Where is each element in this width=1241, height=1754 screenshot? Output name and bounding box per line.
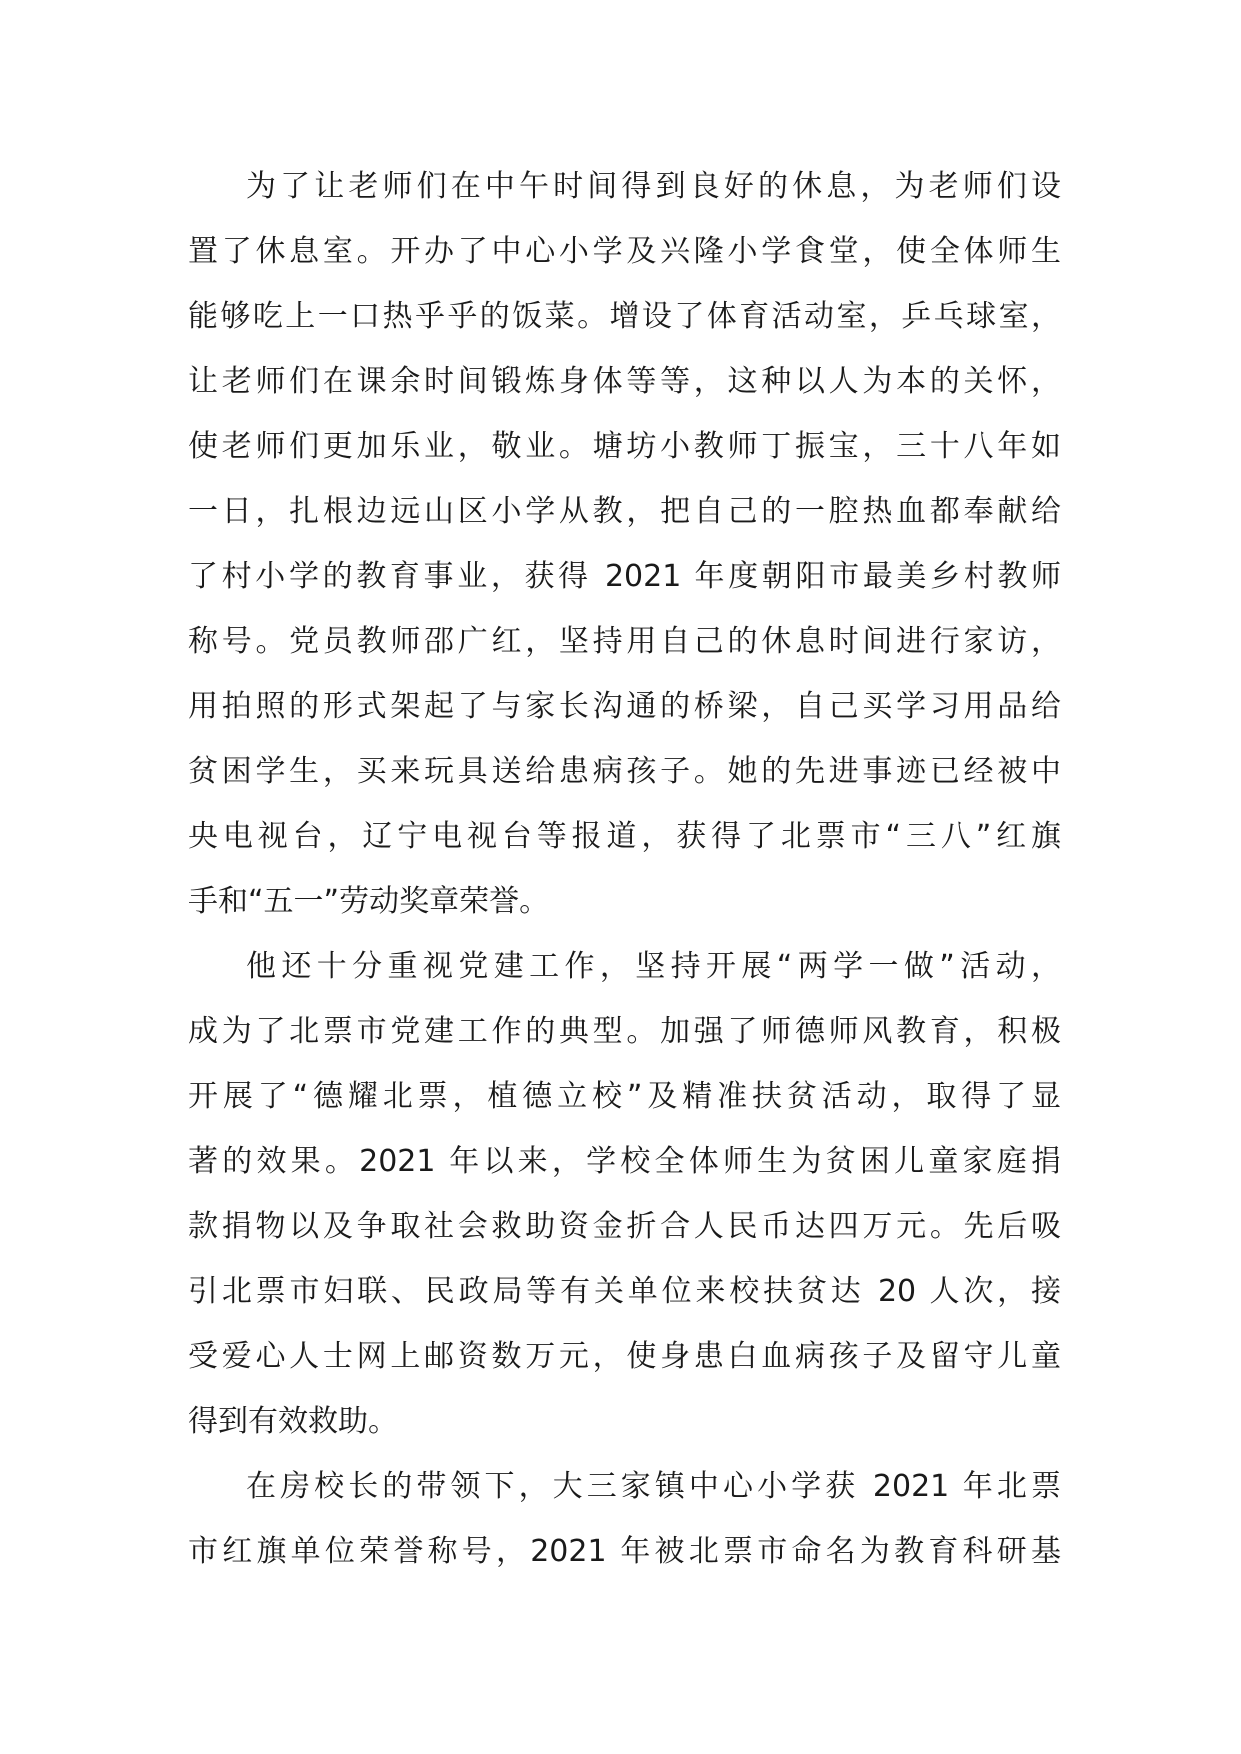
text-line: 得到有效救助。 — [188, 1404, 398, 1439]
text-line: 用拍照的形式架起了与家长沟通的桥梁，自己买学习用品给 — [188, 689, 1061, 724]
text-line: 著的效果。2021 年以来，学校全体师生为贫困儿童家庭捐 — [188, 1144, 1061, 1179]
text-line: 市红旗单位荣誉称号，2021 年被北票市命名为教育科研基 — [188, 1534, 1061, 1569]
text-line: 使老师们更加乐业，敬业。塘坊小教师丁振宝，三十八年如 — [188, 429, 1061, 464]
text-line: 了村小学的教育事业，获得 2021 年度朝阳市最美乡村教师 — [188, 559, 1061, 594]
text-line: 贫困学生，买来玩具送给患病孩子。她的先进事迹已经被中 — [188, 754, 1061, 789]
text-line: 央电视台，辽宁电视台等报道，获得了北票市“三八”红旗 — [188, 819, 1061, 854]
text-line: 为了让老师们在中午时间得到良好的休息，为老师们设 — [246, 169, 1061, 204]
paragraph-3 — [188, 1454, 1061, 1584]
text-line: 称号。党员教师邵广红，坚持用自己的休息时间进行家访， — [188, 624, 1061, 659]
text-line: 他还十分重视党建工作，坚持开展“两学一做”活动， — [246, 949, 1061, 984]
paragraph-1 — [188, 154, 1061, 934]
text-line: 款捐物以及争取社会救助资金折合人民币达四万元。先后吸 — [188, 1209, 1061, 1244]
text-line: 能够吃上一口热乎乎的饭菜。增设了体育活动室，乒乓球室， — [188, 299, 1061, 334]
text-line: 一日，扎根边远山区小学从教，把自己的一腔热血都奉献给 — [188, 494, 1061, 529]
document-body — [188, 154, 1061, 1584]
text-line: 引北票市妇联、民政局等有关单位来校扶贫达 20 人次，接 — [188, 1274, 1061, 1309]
text-line: 手和“五一”劳动奖章荣誉。 — [188, 884, 550, 919]
paragraph-2 — [188, 934, 1061, 1454]
text-line: 受爱心人士网上邮资数万元，使身患白血病孩子及留守儿童 — [188, 1339, 1061, 1374]
text-line: 成为了北票市党建工作的典型。加强了师德师风教育，积极 — [188, 1014, 1061, 1049]
text-line: 让老师们在课余时间锻炼身体等等，这种以人为本的关怀， — [188, 364, 1061, 399]
text-line: 开展了“德耀北票，植德立校”及精准扶贫活动，取得了显 — [188, 1079, 1061, 1114]
text-line: 在房校长的带领下，大三家镇中心小学获 2021 年北票 — [246, 1469, 1061, 1504]
text-line: 置了休息室。开办了中心小学及兴隆小学食堂，使全体师生 — [188, 234, 1061, 269]
